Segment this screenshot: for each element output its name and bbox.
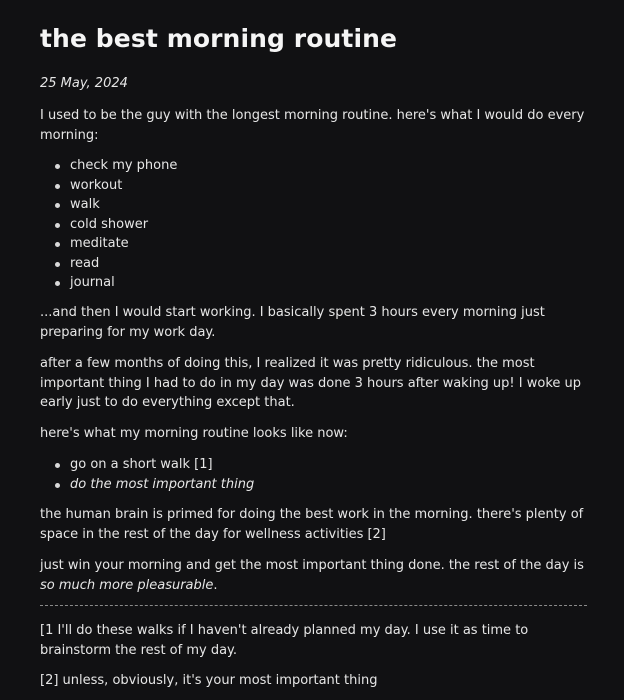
footnote-1: [1 I'll do these walks if I haven't already planned my day. I use it as time to brainstorm the rest of my day. [40,623,529,658]
list-item: journal [40,273,177,293]
footnote-2: [2] unless, obviously, it's your most important thing [40,673,378,688]
list-item: meditate [40,234,177,254]
footnote-divider [40,605,587,606]
emphasis-text: do the most important thing [70,476,255,492]
list-item [40,475,254,495]
list-item: go on a short walk [1] [40,455,254,475]
new-routine-intro: here's what my morning routine looks like now: [40,426,348,441]
list-item: check my phone [40,156,177,176]
closing-paragraph [40,556,590,595]
post-date: 25 May, 2024 [40,76,128,91]
closing-emphasis: so much more pleasurable [40,577,214,593]
list-item: cold shower [40,215,177,235]
post-title: the best morning routine [40,24,398,53]
list-item: workout [40,176,177,196]
list-item: walk [40,195,177,215]
brain-paragraph: the human brain is primed for doing the best work in the morning. there's plenty of space in the rest of the day for wellness activities [2] [40,507,584,542]
list-item: read [40,254,177,274]
closing-text: just win your morning and get the most important thing done. the rest of the day is [40,558,584,573]
after-list-paragraph: ...and then I would start working. I basically spent 3 hours every morning just preparing for my work day. [40,305,545,340]
new-routine-list [40,455,254,494]
intro-paragraph: I used to be the guy with the longest morning routine. here's what I would do every morning: [40,108,585,143]
closing-end: . [213,577,218,593]
realization-paragraph: after a few months of doing this, I realized it was pretty ridiculous. the most important thing I had to do in my day was done 3 hours after waking up! I woke up early just to do everything except that. [40,356,582,410]
old-routine-list [40,156,177,293]
